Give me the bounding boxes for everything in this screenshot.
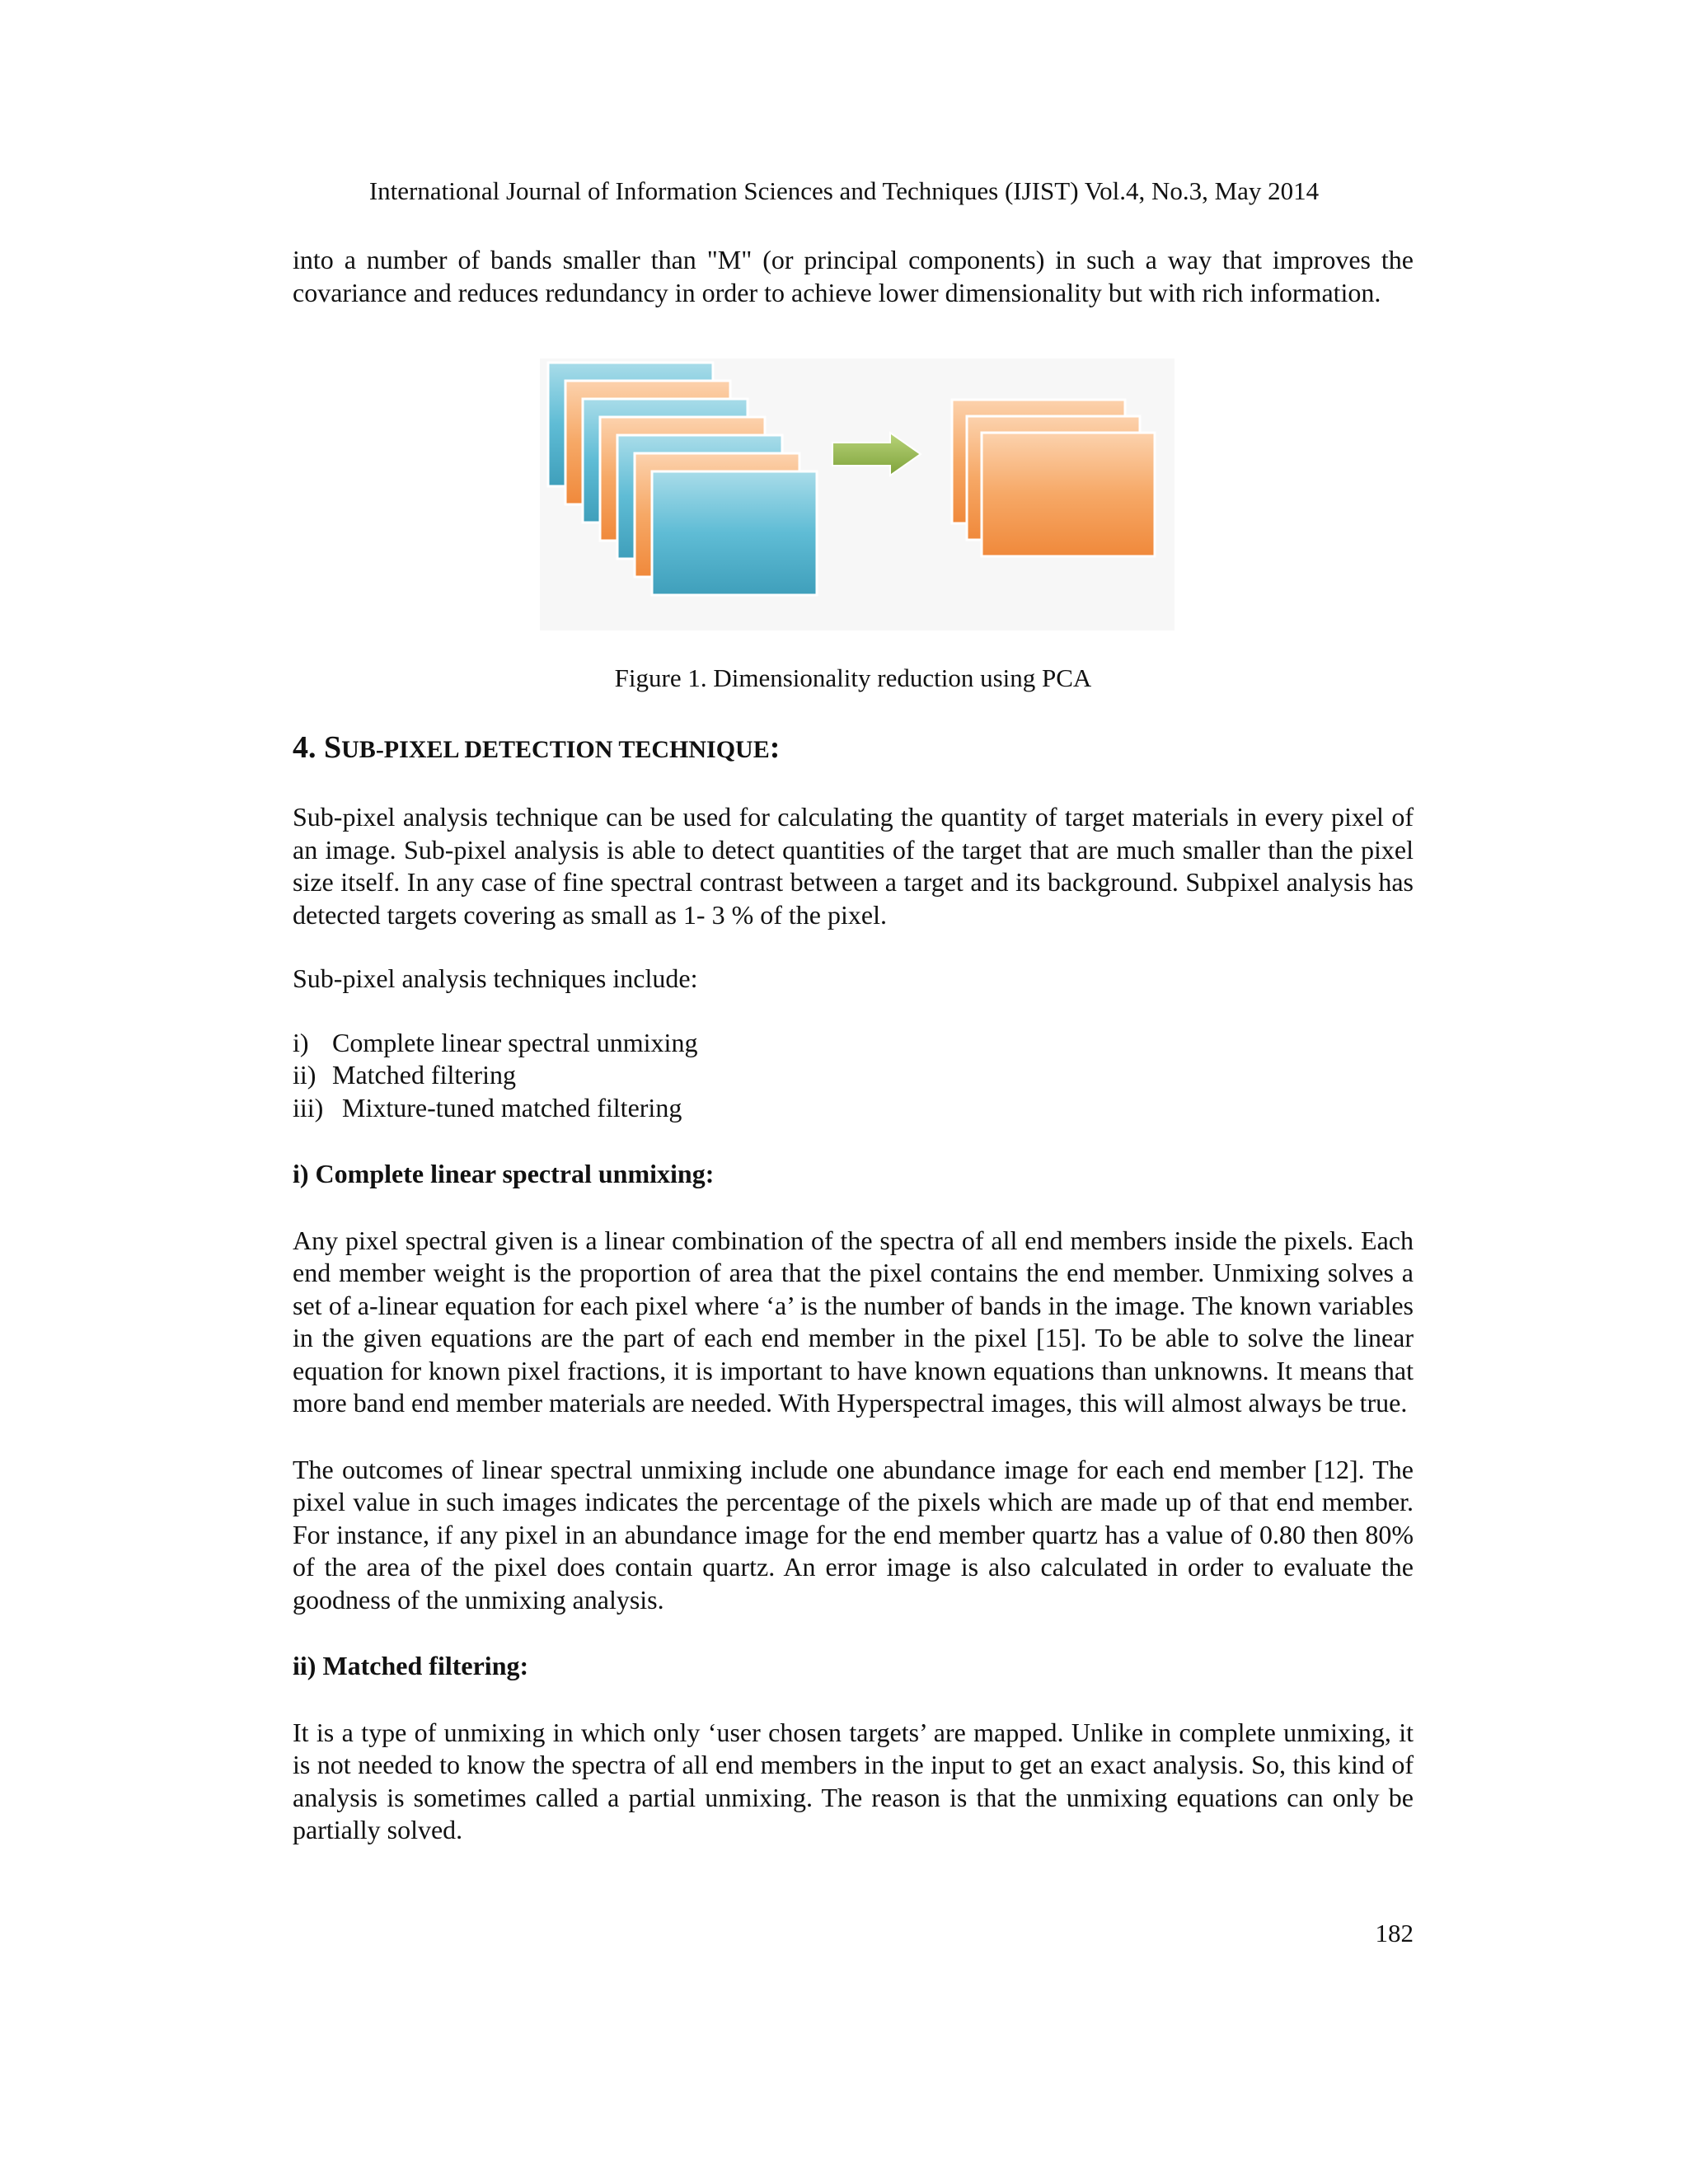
running-header: International Journal of Information Sciences and Techniques (IJIST) Vol.4, No.3, May 2014 (368, 176, 1320, 205)
list-item-number: i) (293, 1027, 309, 1057)
section-heading (293, 728, 1414, 770)
matched-filtering-paragraph-1: It is a type of unmixing in which only ‘user chosen targets’ are mapped. Unlike in complete unmixing, it is not needed to know the spectra of all end members in the input to get an exact analysis. So, this kind of analysis is sometimes called a partial unmixing. The reason is that the unmixing equations can only be partially solved. (293, 1717, 1414, 1844)
section-title-initial: S (324, 730, 342, 765)
subsection-heading-unmixing: i) Complete linear spectral unmixing: (293, 1159, 715, 1188)
section-number: 4. (293, 730, 316, 765)
input-band-7 (652, 471, 817, 595)
section-title-rest: UB-PIXEL DETECTION TECHNIQUE (341, 736, 770, 763)
pca-diagram (540, 359, 1175, 630)
unmixing-paragraph-1: Any pixel spectral given is a linear combination of the spectra of all end members inside the pixels. Each end member weight is the proportion of area that the pixel contains the end member. Unmixing solves a set of a-linear equation for each pixel where ‘a’ is the number of bands in the image. The known variables in the given equations are the part of each end member in the pixel [15]. To be able to solve the linear equation for known pixel fractions, it is important to have known equations than unknowns. It means that more band end member materials are needed. With Hyperspectral images, this will almost always be true. (293, 1225, 1414, 1418)
list-item (293, 1092, 1414, 1125)
techniques-list (293, 1027, 1414, 1125)
list-item-number: ii) (293, 1060, 316, 1090)
unmixing-paragraph-2: The outcomes of linear spectral unmixing include one abundance image for each end member [12]. The pixel value in such images indicates the percentage of the pixels which are made up of that end member. For instance, if any pixel in an abundance image for the end member quartz has a value of 0.80 then 80% of the area of the pixel does contain quartz. An error image is also calculated in order to evaluate the goodness of the unmixing analysis. (293, 1454, 1414, 1615)
techniques-intro: Sub-pixel analysis techniques include: (293, 963, 698, 993)
list-item (293, 1027, 1414, 1060)
list-item (293, 1059, 1414, 1092)
section4-paragraph-1: Sub-pixel analysis technique can be used for calculating the quantity of target materials in every pixel of an image. Sub-pixel analysis is able to detect quantities of the target that are much smaller than the pixel size itself. In any case of fine spectral contrast between a target and its background. Subpixel analysis has detected targets covering as small as 1- 3 % of the pixel. (293, 802, 1414, 930)
page-content (293, 244, 1414, 1847)
subsection-heading-matched-filtering: ii) Matched filtering: (293, 1651, 529, 1680)
pca-figure (540, 359, 1175, 630)
list-item-number: iii) (293, 1092, 324, 1122)
intro-paragraph: into a number of bands smaller than "M" (or principal components) in such a way that improves the covariance and reduces redundancy in order to achieve lower dimensionality but with rich information. (293, 245, 1414, 307)
list-item-label: Mixture-tuned matched filtering (342, 1092, 682, 1122)
list-item-label: Complete linear spectral unmixing (332, 1027, 698, 1057)
list-item-label: Matched filtering (332, 1060, 517, 1090)
page-number: 182 (1375, 1919, 1414, 1947)
output-component-3 (982, 433, 1155, 556)
output-component-stack (952, 400, 1155, 556)
figure-caption: Figure 1. Dimensionality reduction using PCA (614, 663, 1092, 692)
section-title-colon: : (769, 730, 781, 765)
